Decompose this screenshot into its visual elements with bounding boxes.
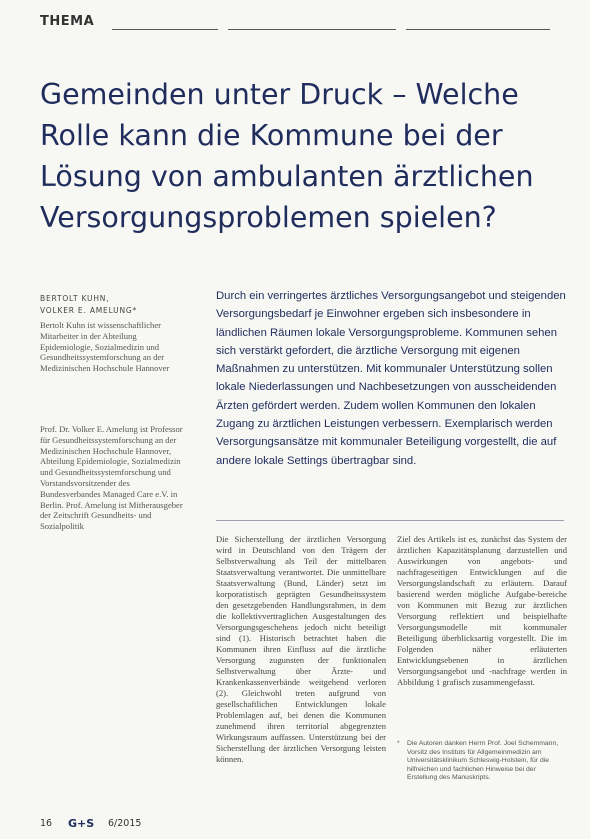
article-abstract: Durch ein verringertes ärztliches Versorgungsangebot und steigenden Versorgungsbedarf je Einwohner ergeben sich insbesondere in ländlichen Räumen lokale Versorgungsprobleme. Kommunen sehen sich verstärkt gefordert, die ärztliche Versorgung mit eigenen Maßnahmen zu unterstützen. Mit kommunaler Unterstützung sollen lokale Niederlassungen und Nachbesetzungen von ausscheidenden Ärzten gefördert werden. Zudem wollen Kommunen den lokalen Zugang zu ärztlichen Leistungen verbessern. Exemplarisch werden Versorgungsansätze mit kommunaler Beteiligung vorgestellt, die auf andere lokale Settings übertragbar sind. — [216, 290, 566, 467]
author-bio: Bertolt Kuhn ist wissenschaftlicher Mitarbeiter in der Abteilung Epidemiologie, Sozialmedizin und Gesundheitssystemforschung an der Medizinischen Hochschule Hannover — [40, 320, 170, 374]
page-number: 16 — [40, 818, 53, 829]
body-column-right: Ziel des Artikels ist es, zunächst das System der ärztlichen Kapazitätsplanung darzustellen und Auswirkungen von angebots- und nachfrageseitigen Entwicklungen auf die Versorgungslandschaft zu erläutern. Darauf basierend werden mögliche Aufgabe-bereiche von Kommunen mit Bezug zur ärztlichen Versorgung reflektiert und beispielhafte Versorgungsmodelle mit kommunaler Beteiligung überblicksartig vorgestellt. Die im Folgenden näher erläuterten Entwicklungsebenen in ärztlichen Versorgungsangebot und -nachfrage werden in Abbildung 1 grafisch zusammengefasst. — [397, 534, 567, 687]
author-bio: Prof. Dr. Volker E. Amelung ist Professor für Gesundheitssystemforschung an der Medizinischen Hochschule Hannover, Abteilung Epidemiologie, Sozialmedizin und Gesundheitssystemforschung und Vorstandsvorsitzender des Bundesverbandes Managed Care e.V. in Berlin. Prof. Amelung ist Mitherausgeber der Zeitschrift Gesundheits- und Sozialpolitik — [40, 424, 183, 532]
section-label: THEMA — [40, 14, 95, 29]
header-rule — [112, 29, 218, 30]
issue-number: 6/2015 — [108, 818, 142, 829]
author-name: BERTOLT KUHN, — [40, 294, 110, 303]
footnote-marker: * — [397, 740, 400, 747]
header-rule — [228, 29, 396, 30]
article-title: Gemeinden unter Druck – Welche Rolle kann die Kommune bei der Lösung von ambulanten ärztlichen Versorgungsproblemen spielen? — [40, 78, 534, 234]
abstract-divider — [216, 520, 564, 521]
author-block — [40, 293, 200, 317]
author-name: VOLKER E. AMELUNG* — [40, 306, 138, 315]
magazine-logo: G+S — [68, 817, 95, 830]
footnote-text: Die Autoren danken Herrn Prof. Joel Schemmann, Vorsitz des Instituts für Allgemeinmedizin am Universitätsklinikum Schleswig-Holstein, für die hilfreichen und fachlichen Hinweise bei der Erstellung des Manuskripts. — [407, 740, 559, 782]
page-footer — [40, 816, 550, 832]
body-column-left: Die Sicherstellung der ärztlichen Versorgung wird in Deutschland von den Trägern der Selbstverwaltung als Teil der mittelbaren Staatsverwaltung verantwortet. Die unmittelbare Staatsverwaltung (Bund, Länder) setzt im korporatistisch geprägten Gesundheitssystem den gesetzgebenden Handlungsrahmen, in dem die kollektivvertraglichen Ausgestaltungen des Versorgungsgeschehens jedoch nicht beteiligt sind (1). Historisch betrachtet haben die Kommunen ihren Einfluss auf die ärztliche Versorgung zugunsten der funktionalen Selbstverwaltung über Ärzte- und Krankenkassenverbände weitgehend verloren (2). Gleichwohl treten aufgrund von gesellschaftlichen Entwicklungen lokale Problemlagen auf, bei denen die Kommunen zunehmend ihren territorial abgegrenzten Wirkungsraum auffassen. Unterstützung bei der Sicherstellung der ärztlichen Versorgung leisten können. — [216, 534, 386, 764]
footnote — [397, 740, 567, 783]
section-header — [40, 8, 550, 32]
header-rule — [406, 29, 550, 30]
